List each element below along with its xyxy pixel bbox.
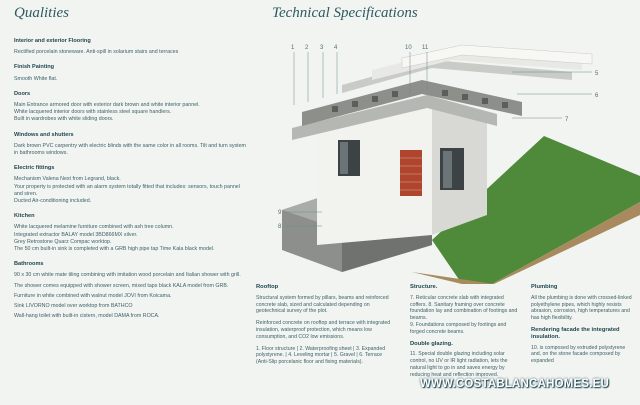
callout-5: 5 xyxy=(595,71,599,77)
qualities-section-text: White lacquered melamine furniture combined with ash tree column. Integrated extractor BALAY model 3BD866MX silver. Grey Retrostone Quarz Compac worktop. The 50 cm built-in sink is completed with a GRB high pipe tap Time Kala black model. xyxy=(14,224,215,253)
plumbing-column xyxy=(531,284,635,370)
callout-8: 8 xyxy=(278,224,282,230)
qualities-section-title: Interior and exterior Flooring xyxy=(14,38,91,44)
qualities-section-text: Wall-hang toilet with built-in cistern, model DAMA from ROCA. xyxy=(14,313,160,320)
callout-11: 11 xyxy=(422,45,429,51)
qualities-section xyxy=(14,165,246,205)
qualities-list xyxy=(14,38,246,328)
plumbing-title: Plumbing xyxy=(531,284,558,290)
callout-6: 6 xyxy=(595,93,599,99)
spec-paragraph: Structural system formed by pillars, beams and reinforced concrete slab, sized and calculated depending on geotechnical survey of the plot. xyxy=(256,294,389,315)
callout-1: 1 xyxy=(291,45,295,51)
website-watermark[interactable]: WWW.COSTABLANCAHOMES.EU xyxy=(420,378,610,390)
qualities-section-title: Kitchen xyxy=(14,213,35,220)
qualities-section-title: Bathrooms xyxy=(14,261,44,268)
structure-paras xyxy=(410,295,522,336)
qualities-section xyxy=(14,132,246,158)
double-glazing-title: Double glazing. xyxy=(410,340,453,347)
qualities-section xyxy=(14,213,246,253)
callout-10: 10 xyxy=(405,45,412,51)
callout-4: 4 xyxy=(334,45,338,51)
qualities-section xyxy=(14,261,246,320)
callout-3: 3 xyxy=(320,45,324,51)
callout-9: 9 xyxy=(278,210,282,216)
qualities-section-text: Rectified porcelain stoneware. Anti-spill in solarium stairs and terraces xyxy=(14,49,179,56)
plumbing-paras xyxy=(531,295,635,322)
qualities-section-title: Doors xyxy=(14,90,31,97)
structure-title: Structure. xyxy=(410,284,438,290)
spec-paragraph: 10. is composed by extruded polystyrene and, on the stone facade composed by expanded xyxy=(531,344,626,365)
qualities-section-text: Mechanism Valena Next from Legrand, black. Your property is protected with an alarm system totally fitted that includes: sensors, touch pannel and siren. Ducted Air-conditioning included. xyxy=(14,176,240,205)
qualities-section xyxy=(14,91,246,124)
spec-paragraph: 7. Reticular concrete slab with integrated coffers. 8. Sanitary framing over concrete foundation lay and combination of footings and beams. 9. Foundations composed by footings and forged concrete beams. xyxy=(410,294,518,335)
spec-paragraph: 1. Floor structure | 2. Waterproofing sheet | 3. Expanded polystyrene. | 4. Leveling mortar | 5. Gravel | 6. Terrace (Anti-Slip porcelanic floor and fixing materials). xyxy=(256,345,386,366)
rooftop-paras xyxy=(256,295,396,366)
callout-2: 2 xyxy=(305,45,309,51)
rooftop-column xyxy=(256,284,396,371)
rendering-facade-paras xyxy=(531,345,635,365)
qualities-section-text: The shower comes equipped with shower screen, mixed taps black KALA model from GRB. xyxy=(14,282,229,289)
qualities-section xyxy=(14,38,246,56)
qualities-section xyxy=(14,64,246,82)
structure-column xyxy=(410,284,522,384)
qualities-section-text: Sink LIVORNO model over worktop from BATHCO xyxy=(14,303,133,310)
qualities-section-text: Furniture in white combined with walnut model JOVI from Koicama. xyxy=(14,292,172,299)
technical-specifications-heading: Technical Specifications xyxy=(272,5,418,21)
spec-paragraph: 11. Special double glazing including solar control, no UV or IR light radiation, lets the natural light to go in and saves energy by reducing heat and reflection improved. xyxy=(410,351,508,378)
qualities-section-title: Windows and shutters xyxy=(14,131,74,138)
qualities-section-text: Dark brown PVC carpentry with electric blinds with the same color in all rooms. Tilt and turn system in bathrooms windows. xyxy=(14,142,246,157)
double-glazing-paras xyxy=(410,351,522,378)
rendering-facade-title: Rendering facade the integrated insulation. xyxy=(531,326,620,340)
qualities-section-text: Smooth White flat. xyxy=(14,75,58,82)
house-cross-section-diagram xyxy=(262,40,640,284)
callout-7: 7 xyxy=(565,117,569,123)
spec-paragraph: Reinforced concrete on rooftop and terrace with integrated insulation, waterproof protection, which means low consumption, and CO2 low emissions. xyxy=(256,320,391,340)
brick-wall-section xyxy=(400,150,422,196)
qualities-section-title: Finish Painting xyxy=(14,64,55,71)
qualities-heading: Qualities xyxy=(14,5,69,21)
qualities-section-text: 90 x 30 cm white mate tiling combining with imitation wood porcelain and Italian shower with grill. xyxy=(14,272,241,279)
rooftop-title: Rooftop xyxy=(256,284,279,290)
spec-paragraph: All the plumbing is done with crossed-linked polyethylene pipes, which highly resists abrasion, corrosion, high temperatures and has high flexibility. xyxy=(531,294,632,322)
qualities-section-text: Main Entrance armored door with exterior dark brown and white interior pannel. White lacquered interior doors with stainless steel square handlers. Built in wardrobes with white sliding doors. xyxy=(14,102,200,123)
qualities-section-title: Electric fittings xyxy=(14,165,55,172)
